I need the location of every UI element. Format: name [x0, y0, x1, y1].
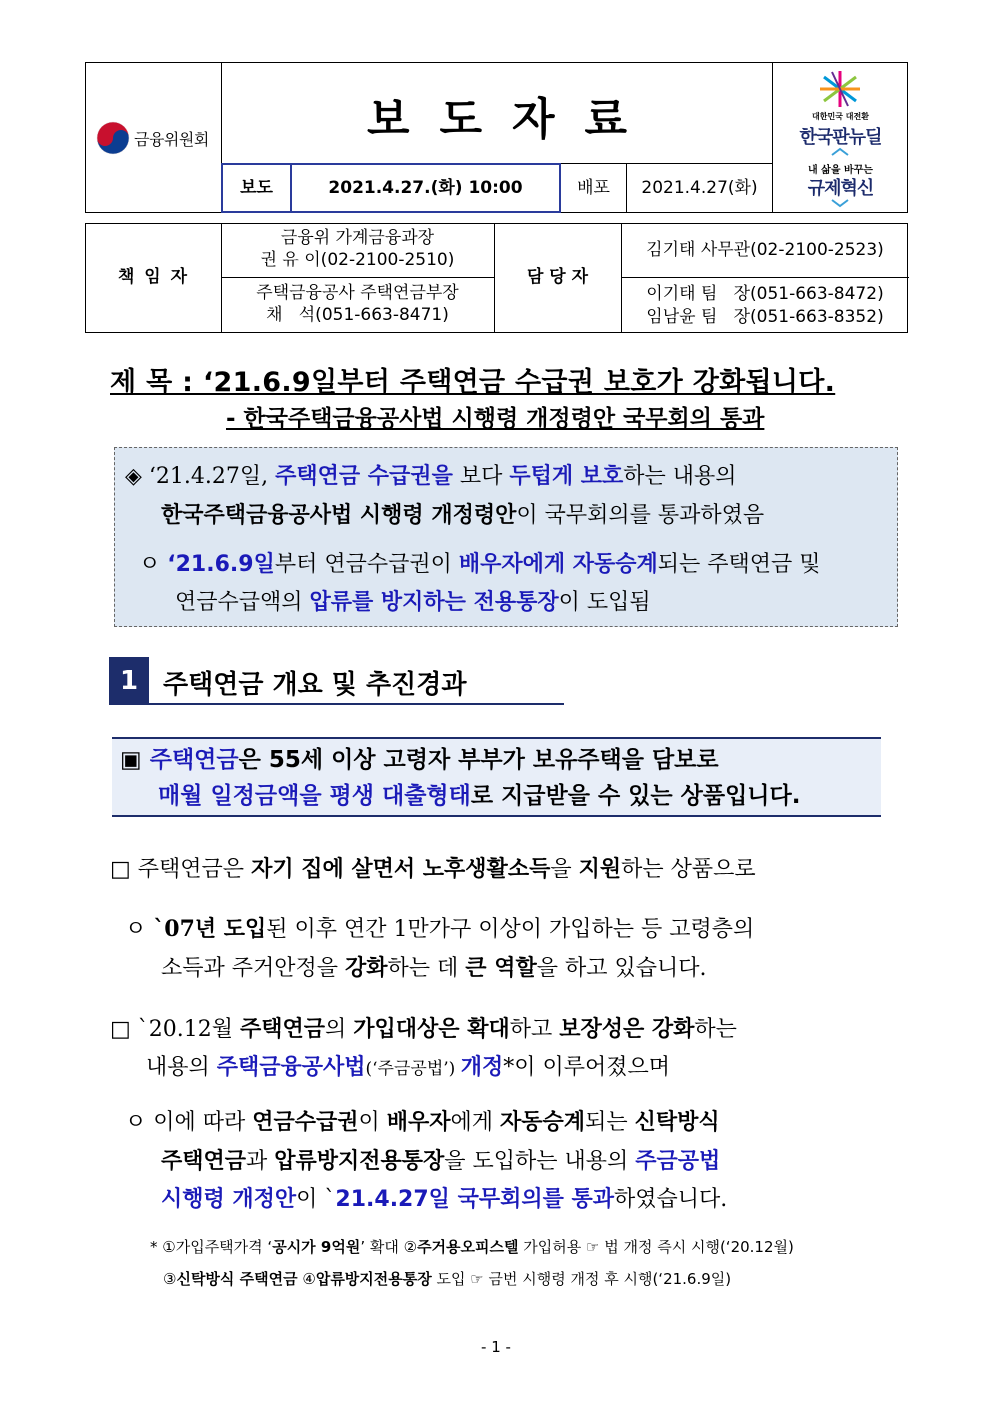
responsible-person-2 [221, 282, 494, 326]
section-title: 주택연금 개요 및 추진경과 [163, 670, 467, 700]
footnote-1 [150, 1236, 794, 1257]
emphasis: 배우자 [386, 1109, 451, 1135]
text: ③ [163, 1270, 177, 1288]
text: 을 [550, 857, 579, 882]
text: 되는 [585, 1110, 635, 1135]
emphasis: 보장성은 강화 [559, 1016, 695, 1042]
sub-bullet-2 [125, 1103, 727, 1219]
release-label: 보도 [223, 165, 292, 211]
logo-regulatory-innovation: 규제혁신 [807, 178, 874, 199]
emphasis: 신탁방식 주택연금 [176, 1270, 298, 1288]
highlight: 시행령 개정안 [161, 1187, 297, 1212]
responsible-dept: 금융위 가계금융과장 [280, 228, 435, 248]
emphasis: 가입대상은 확대 [353, 1016, 510, 1042]
circle-bullet-icon: ㅇ [125, 917, 147, 942]
responsible-name-phone: 권 유 이(02-2100-2510) [260, 250, 455, 270]
text: 이 ` [296, 1187, 336, 1212]
page-number: - 1 - [481, 1338, 511, 1356]
footnote-2 [163, 1268, 731, 1289]
emphasis: 주거용오피스텔 [417, 1238, 519, 1256]
text: 하고 [509, 1017, 560, 1042]
text: 에게 [450, 1110, 501, 1135]
responsible-dept: 주택금융공사 주택연금부장 [256, 283, 459, 303]
responsible-label: 책 임 자 [117, 267, 190, 287]
text: 보다 [452, 464, 510, 489]
text: 로 지급받을 수 있는 상품입니다. [470, 783, 801, 809]
square-bullet-icon: □ [110, 1017, 131, 1042]
emphasis: 주택연금 [161, 1148, 247, 1174]
text: 이 국무회의를 통과하였음 [516, 503, 765, 528]
section-underline [109, 703, 564, 705]
text: 하는 데 [387, 956, 466, 981]
emphasis: 공시가 9억원 [272, 1238, 361, 1256]
chevron-down-icon [830, 198, 850, 208]
starburst-icon [818, 69, 862, 109]
responsible-person-1 [221, 227, 494, 271]
bullet-paragraph-2 [110, 1010, 737, 1088]
text: 이 도입됨 [558, 590, 651, 615]
emphasis: 큰 역할 [465, 955, 537, 981]
distribution-date: 2021.4.27(화) [641, 178, 758, 198]
circle-bullet-icon: ㅇ [139, 552, 161, 577]
staff-label: 담 당 자 [526, 267, 589, 287]
highlight: 매월 일정금액을 평생 대출형태 [158, 783, 471, 809]
fsc-logo [94, 119, 216, 159]
square-bullet-icon: □ [110, 857, 131, 882]
text: `20.12월 [137, 1017, 241, 1042]
text: 내용의 [146, 1055, 217, 1080]
press-release-header [85, 62, 908, 213]
release-datetime: 2021.4.27.(화) 10:00 [328, 178, 523, 198]
emphasis: 압류방지전용통장 [315, 1270, 432, 1288]
emphasis: `07년 도입 [153, 916, 267, 942]
sub-bullet-1 [125, 910, 754, 988]
emphasis: 신탁방식 [634, 1109, 720, 1135]
new-deal-logo [773, 63, 908, 213]
text: 하는 [694, 1017, 737, 1042]
text: ’ 확대 ② [360, 1238, 418, 1256]
text: 과 [246, 1149, 275, 1174]
text: 소득과 주거안정을 [161, 956, 346, 981]
logo-tagline-bottom: 내 삶을 바꾸는 [808, 165, 873, 176]
text: 가입허용 ☞ 법 개정 즉시 시행(‘20.12월) [518, 1238, 794, 1256]
emphasis: 연금수급권 [252, 1109, 359, 1135]
chevron-up-icon [830, 147, 850, 157]
emphasis: 지원 [578, 856, 622, 882]
logo-new-deal: 한국판뉴딜 [799, 127, 882, 148]
emphasis: 자동승계 [500, 1109, 586, 1135]
summary-paragraph-1 [125, 458, 764, 535]
page-title: 보도자료 [366, 94, 657, 145]
org-name: 금융위원회 [134, 130, 209, 149]
summary-paragraph-2 [139, 546, 821, 622]
bullet-paragraph-1 [110, 852, 756, 883]
emphasis: 강화 [345, 955, 388, 981]
contact-table [85, 223, 908, 333]
highlight: ‘21.6.9일 [167, 552, 275, 577]
diamond-bullet-icon: ◈ [125, 464, 142, 489]
emphasis: 한국주택금융공사법 시행령 개정령안 [161, 502, 517, 528]
highlight: 21.4.27일 국무회의를 통과 [335, 1187, 615, 1212]
highlight: 배우자에게 자동승계 [458, 552, 658, 577]
section-number: 1 [109, 657, 149, 705]
emphasis: 주택연금 [240, 1016, 326, 1042]
staff-contact: 김기태 사무관(02-2100-2523) [646, 240, 884, 260]
text: 이에 따라 [153, 1110, 253, 1135]
text: ④ [297, 1270, 316, 1288]
highlight: 주택연금 [149, 747, 239, 773]
release-box [221, 163, 561, 213]
text: 부터 연금수급권이 [274, 552, 459, 577]
text: 은 55세 이상 고령자 부부가 보유주택을 담보로 [238, 747, 719, 773]
highlight: 두텁게 보호 [509, 464, 624, 489]
text: 의 [325, 1017, 354, 1042]
summary-box [114, 447, 898, 627]
text: 하였습니다. [614, 1187, 728, 1212]
intro-box [112, 737, 881, 817]
text: 하는 내용의 [623, 464, 737, 489]
staff-contact: 이기태 팀 장(051-663-8472) [646, 284, 884, 304]
text: 주택연금은 [137, 857, 252, 882]
highlight: 주택금융공사법 [216, 1055, 366, 1080]
text: 하는 상품으로 [621, 857, 756, 882]
text: 을 하고 있습니다. [536, 956, 707, 981]
taegeuk-emblem-icon [96, 121, 130, 155]
intro-text [120, 742, 800, 814]
text: 을 도입하는 내용의 [444, 1149, 636, 1174]
text: 도입 ☞ 금번 시행령 개정 후 시행(‘21.6.9일) [431, 1270, 732, 1288]
highlight: 주금공법 [635, 1149, 721, 1174]
text: 된 이후 연간 1만가구 이상이 가입하는 등 고령층의 [266, 917, 755, 942]
text: * ①가입주택가격 ‘ [150, 1238, 273, 1256]
square-bullet-icon: ▣ [120, 747, 142, 773]
responsible-name-phone: 채 석(051-663-8471) [266, 305, 449, 325]
text: (‘주금공법’) [365, 1059, 461, 1079]
emphasis: 자기 집에 살면서 노후생활소득 [251, 856, 551, 882]
distribution-label: 배포 [561, 163, 627, 213]
text: ‘21.4.27일, [148, 464, 276, 489]
text: 이 [358, 1110, 387, 1135]
staff-contact: 임남윤 팀 장(051-663-8352) [646, 307, 884, 327]
highlight: 주택연금 수급권을 [275, 464, 453, 489]
emphasis: 압류방지전용통장 [274, 1148, 445, 1174]
subject-title: 제 목 : ‘21.6.9일부터 주택연금 수급권 보호가 강화됩니다. [110, 367, 836, 398]
logo-tagline-top: 대한민국 대전환 [812, 112, 869, 121]
highlight: 압류를 방지하는 전용통장 [309, 590, 559, 615]
highlight: 개정 [460, 1055, 504, 1080]
text: 되는 주택연금 및 [657, 552, 821, 577]
text: 연금수급액의 [175, 590, 310, 615]
text: *이 이루어졌으며 [503, 1055, 670, 1080]
subject-subtitle: - 한국주택금융공사법 시행령 개정령안 국무회의 통과 [226, 406, 765, 432]
circle-bullet-icon: ㅇ [125, 1110, 147, 1135]
